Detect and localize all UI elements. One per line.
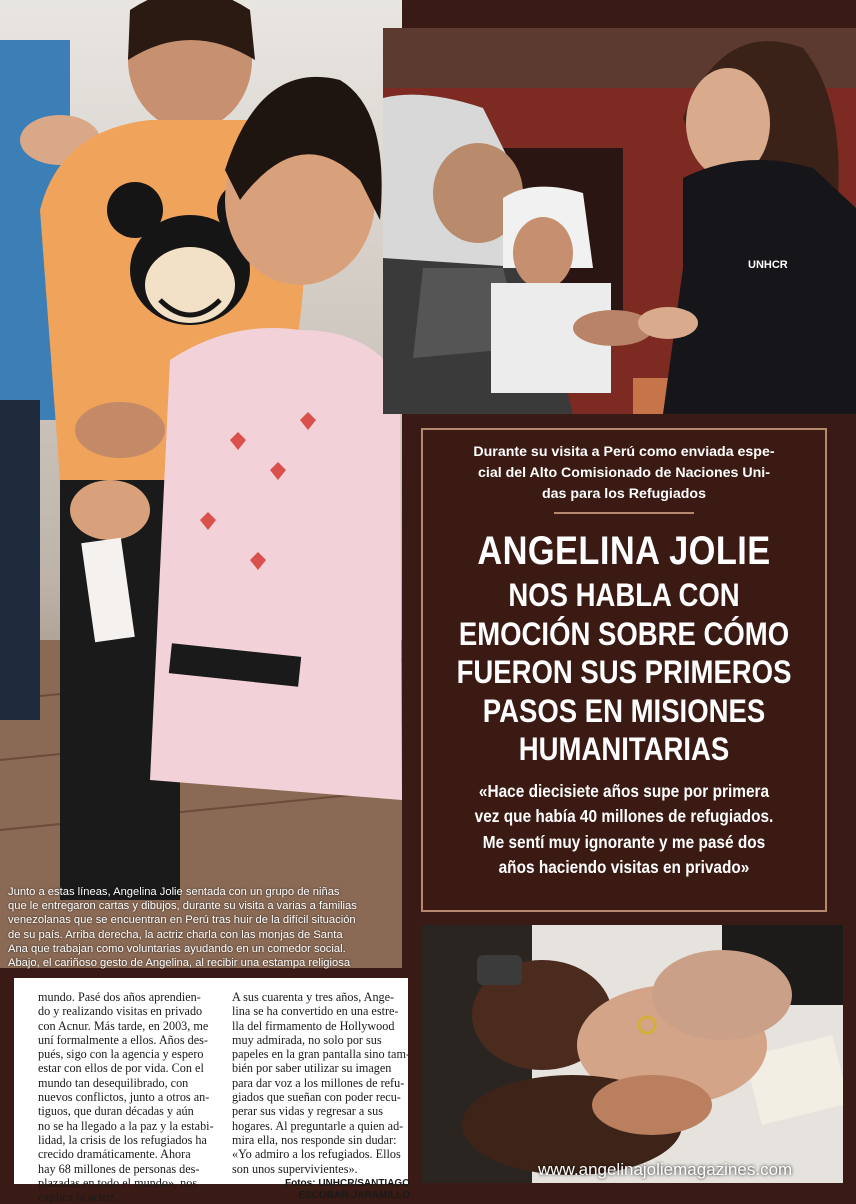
credit-line: Fotos: UNHCR/SANTIAGO xyxy=(285,1177,410,1189)
article-line: do y realizando visitas en privado xyxy=(38,1004,203,1019)
quote-line: «Hace diecisiete años supe por primera xyxy=(478,780,770,801)
caption-line: de su país. Arriba derecha, la actriz charla con las monjas de Santa xyxy=(8,928,343,941)
headline-title: ANGELINA JOLIE xyxy=(477,529,771,573)
divider xyxy=(554,512,694,514)
article-line: bién por saber utilizar su imagen xyxy=(232,1061,392,1076)
photo-hands xyxy=(422,925,843,1183)
pull-quote xyxy=(447,779,801,881)
article-line: son unos supervivientes». xyxy=(232,1161,358,1176)
article-column-1 xyxy=(38,990,216,1204)
caption-line: Ana que trabajan como voluntarias ayudando en un comedor social. xyxy=(8,942,346,955)
article-line: explica la actriz. xyxy=(38,1190,119,1204)
article-line: para dar voz a los millones de refu- xyxy=(232,1075,405,1090)
photo-nuns xyxy=(383,28,856,414)
headline-subtitle xyxy=(451,576,797,769)
article-line: tiguos, que duran décadas y aún xyxy=(38,1104,194,1119)
article-line: nuevos conflictos, junto a otros an- xyxy=(38,1090,210,1105)
top-strip xyxy=(404,0,856,24)
unhcr-logo-text: UNHCR xyxy=(748,259,788,271)
article-line: mundo tan desequilibrado, con xyxy=(38,1075,189,1090)
quote-line: vez que había 40 millones de refugiados. xyxy=(474,806,774,826)
subtitle-line: FUERON SUS PRIMEROS xyxy=(456,654,792,690)
article-body xyxy=(14,978,411,1204)
article-line: mira ella, nos responde sin dudar: xyxy=(232,1132,397,1147)
photo-girls xyxy=(0,0,402,968)
kicker-line: das para los Refugiados xyxy=(542,486,706,502)
article-line: no se ha llegado a la paz y la estabi- xyxy=(38,1118,214,1133)
article-line: lina se ha convertido en una estre- xyxy=(232,1004,399,1019)
caption-line: Abajo, el cariñoso gesto de Angelina, al recibir una estampa religiosa xyxy=(8,957,351,970)
article-line: papeles en la gran pantalla sino tam- xyxy=(232,1047,411,1062)
kicker xyxy=(423,442,825,505)
article-line: con Acnur. Más tarde, en 2003, me xyxy=(38,1018,209,1033)
quote-line: Me sentí muy ignorante y me pasé dos xyxy=(482,831,766,852)
article-line: estar con ellos de por vida. Con el xyxy=(38,1061,204,1076)
subtitle-line: EMOCIÓN SOBRE CÓMO xyxy=(458,615,790,652)
article-line: giados que sueñan con poder recu- xyxy=(232,1090,401,1105)
subtitle-line: HUMANITARIAS xyxy=(518,731,730,767)
article-line: hay 68 millones de personas des- xyxy=(38,1161,200,1176)
article-line: plazadas en todo el mundo», nos xyxy=(38,1175,198,1190)
subtitle-line: NOS HABLA CON xyxy=(508,577,740,613)
quote-line: años haciendo visitas en privado» xyxy=(498,857,750,877)
photo-caption xyxy=(8,885,400,970)
article-line: A sus cuarenta y tres años, Ange- xyxy=(232,990,395,1004)
kicker-line: cial del Alto Comisionado de Naciones Uni- xyxy=(478,465,770,481)
caption-line: Junto a estas líneas, Angelina Jolie sentada con un grupo de niñas xyxy=(8,886,340,898)
article-line: pués, sigo con la agencia y espero xyxy=(38,1047,204,1062)
article-line: hogares. Al preguntarle a quien ad- xyxy=(232,1118,404,1133)
caption-line: venezolanas que se encuentran en Perú tras huir de la difícil situación xyxy=(8,914,356,927)
article-line: crecido dramáticamente. Ahora xyxy=(38,1147,191,1162)
headline-box xyxy=(421,428,827,912)
article-line: mundo. Pasé dos años aprendien- xyxy=(38,990,201,1004)
article-line: lidad, la crisis de los refugiados ha xyxy=(38,1132,207,1147)
article-line: «Yo admiro a los refugiados. Ellos xyxy=(232,1147,401,1162)
credit-line: ESCOBAR-JARAMILLO xyxy=(298,1189,410,1201)
article-line: uní formalmente a ellos. Años des- xyxy=(38,1032,208,1047)
photo-credit xyxy=(232,1178,410,1202)
caption-line: que le entregaron cartas y dibujos, durante su visita a varias a familias xyxy=(8,900,357,913)
kicker-line: Durante su visita a Perú como enviada espe- xyxy=(473,444,775,460)
article-line: perar sus vidas y regresar a sus xyxy=(232,1104,383,1119)
watermark-url: www.angelinajoliemagazines.com xyxy=(538,1160,793,1179)
article-column-2 xyxy=(232,990,410,1202)
article-line: muy admirada, no solo por sus xyxy=(232,1032,382,1047)
subtitle-line: PASOS EN MISIONES xyxy=(482,692,766,729)
article-line: lla del firmamento de Hollywood xyxy=(232,1018,395,1033)
